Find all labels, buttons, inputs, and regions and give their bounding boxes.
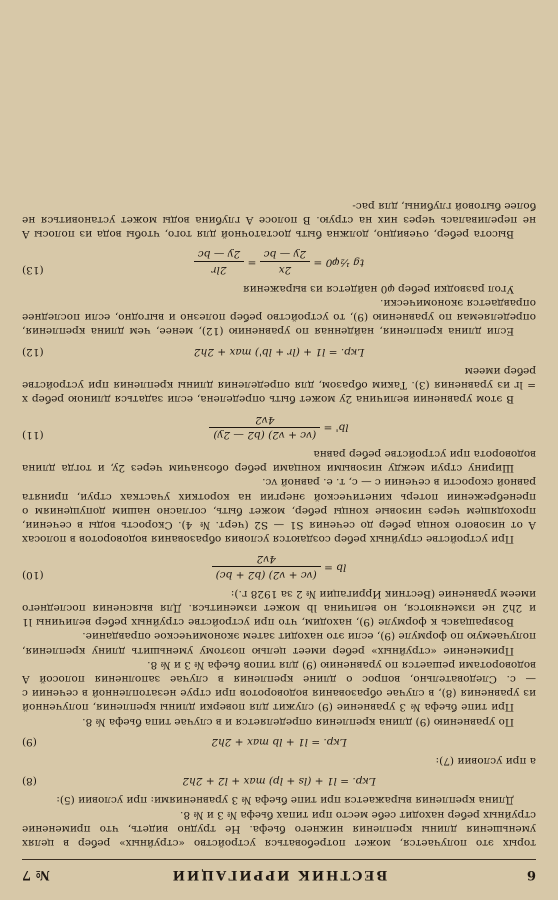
equation-lhs: tg ½φ0 = bbox=[313, 255, 365, 268]
equation-body: Lкр. = l1 + (lr + lb') max + 2h2 bbox=[193, 345, 365, 358]
paragraph: Применение «струйных» ребер имеет целью поэтому уменьшить длину крепления, получаемую по формуле (9), если это находит затем экономическое оправдание. bbox=[22, 630, 536, 657]
equation-number: (9) bbox=[22, 735, 37, 748]
equation-lhs: lb = bbox=[324, 560, 347, 573]
fraction-numerator: 2x bbox=[260, 261, 310, 276]
fraction-numerator: (vc + v2) (b2 + bc) bbox=[212, 566, 321, 581]
fraction-denominator: 2y — bc bbox=[263, 248, 307, 261]
running-header bbox=[22, 859, 536, 882]
paragraph: а при условии (7): bbox=[435, 754, 536, 767]
fraction bbox=[212, 552, 321, 581]
equation-number: (13) bbox=[22, 263, 44, 276]
equation-body: Lкр. = l1 + lb max + 2h2 bbox=[211, 735, 347, 748]
paragraph: При типе бьефа № 3 уравнение (9) служит для поверки длины крепления, полученной из уравнения (8), в случае образования водоворотов при струе незатопленной в сечении c — c. Следовательно, вопрос о длине крепления в случае заполнения полосой A водоворотами решается по уравнению (9) для типов бьефа № 3 и № 8. bbox=[22, 658, 536, 714]
fraction bbox=[209, 412, 320, 441]
fraction-denominator: 4v2 bbox=[255, 413, 275, 426]
equation-12 bbox=[22, 345, 536, 359]
paragraph: В этом уравнении величина 2y может быть определена, если задаться длиною ребер x = lr из уравнения (3). Таким образом, для определения длины крепления при устройстве ребер имеем bbox=[22, 364, 536, 406]
equation-8 bbox=[22, 774, 536, 788]
equation-number: (10) bbox=[22, 568, 44, 581]
equation-body: Lкр. = l1 + (ls + lp) max + l2 + 2h2 bbox=[182, 775, 376, 788]
equals-sign: = bbox=[247, 255, 257, 268]
issue-number: № 7 bbox=[22, 867, 50, 882]
equation-10 bbox=[22, 552, 536, 581]
fraction-denominator: 4v2 bbox=[256, 553, 276, 566]
equation-11 bbox=[22, 412, 536, 441]
article-body bbox=[22, 12, 536, 850]
page-number: 6 bbox=[526, 867, 536, 882]
equation-number: (11) bbox=[22, 428, 44, 441]
fraction-numerator: (vc + v2) (b2 — 2y) bbox=[209, 427, 320, 442]
equation-lhs: lb' = bbox=[323, 421, 349, 434]
paragraph: торых это получается, может потребоваться устройство «струйных» ребер в целях уменьшения длины крепления нижнего бьефа. Не трудно видеть, что применение струйных ребер находит себе место при типах бьефа № 3 и № 8. bbox=[22, 808, 536, 849]
paragraph: Высота ребер, очевидно, должна быть достаточной для того, чтобы вода из полосы A не переливалась через них на струю. В полосе A глубина воды может установиться не более бытовой глубины, для рас- bbox=[22, 199, 536, 241]
paragraph: При устройстве струйных ребер создаются условия образования водоворотов в полосах A от низового конца ребер до сечения S1 — S2 (черт. № 4). Скорость воды в сечении, проходящем через низовые концы ребер, может быть, согласно нашим допущениям о пренебрежении потерь кинетической энергии на коротких участках струи, принята равной скорости в сечении c — c, т. е. равной vc. bbox=[22, 476, 536, 546]
equation-number: (12) bbox=[22, 345, 44, 358]
journal-title: ВЕСТНИК ИРРИГАЦИИ bbox=[170, 867, 388, 882]
fraction-denominator: 2y — bc bbox=[197, 248, 241, 261]
fraction bbox=[194, 247, 244, 276]
fraction-numerator: 2lr bbox=[194, 261, 244, 276]
fraction bbox=[260, 247, 310, 276]
equation-9 bbox=[22, 735, 536, 749]
paragraph: По уравнению (9) длина крепления определяется и в случае типа бьефа № 8. bbox=[82, 715, 514, 728]
paragraph: Длина крепления выражается при типе бьефа № 3 уравнениями: при условии (5): bbox=[56, 794, 514, 807]
paragraph: Возвращаясь к формуле (9), находим, что при устройстве струйных ребер величины l1 и 2h2 не изменяются, но величина lb может измениться. Для выяснения последнего имеем уравнение (Вестник Ирригации № 2 за 1928 г.): bbox=[22, 587, 536, 629]
paragraph: Угол разводки ребер φ0 найдется из выражения bbox=[242, 282, 514, 295]
paragraph: Если длина крепления, найденная по уравнению (12), менее, чем длина крепления, определяемая по уравнению (9), то устройство ребер полезно и выгодно, если последнее оправдается экономически. bbox=[22, 297, 536, 338]
paragraph: Ширину струи между низовыми концами ребер обозначим через 2y, и тогда длина водоворота при устройстве ребер равна bbox=[22, 447, 536, 475]
equation-number: (8) bbox=[22, 775, 37, 788]
equation-13 bbox=[22, 247, 536, 276]
